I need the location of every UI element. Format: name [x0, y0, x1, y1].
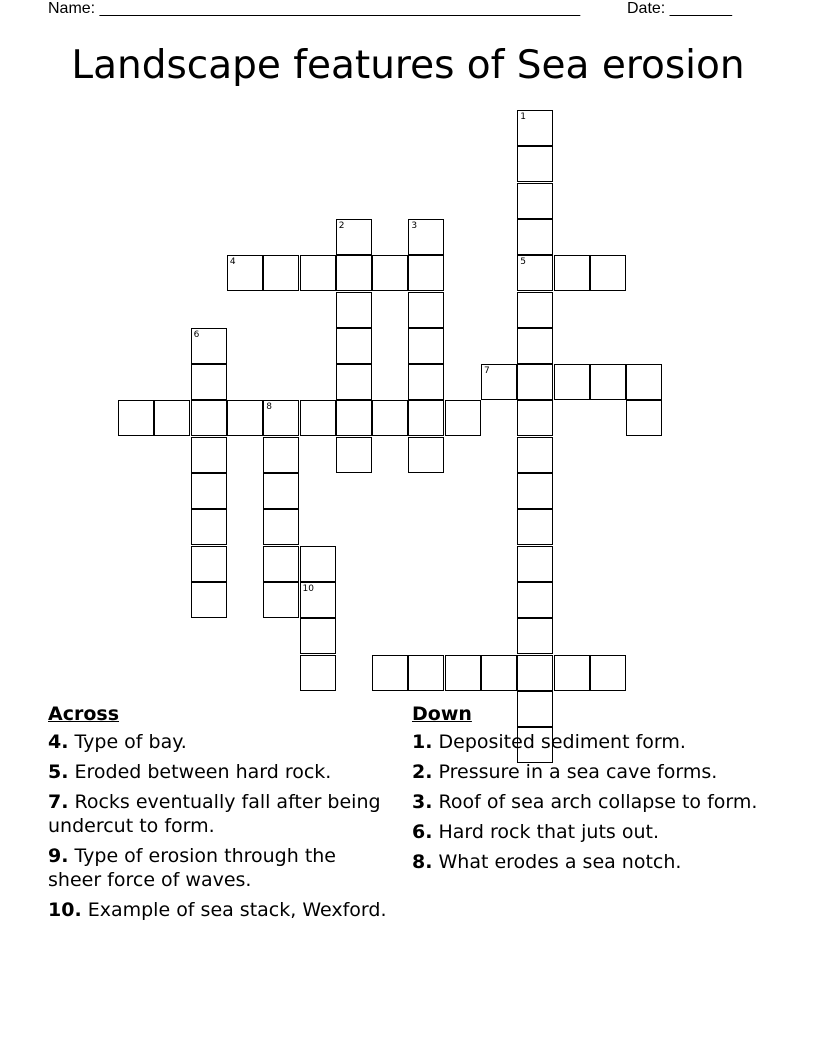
clue-number-label: 10 [302, 583, 314, 594]
clue-number: 10. [48, 899, 82, 921]
grid-cell[interactable] [227, 255, 263, 291]
across-heading: Across [48, 703, 120, 725]
page-title: Landscape features of Sea erosion [71, 43, 745, 88]
across-clue [48, 730, 388, 754]
clue-text: Type of bay. [74, 731, 187, 753]
grid-cell[interactable] [263, 437, 299, 473]
across-clue [48, 790, 388, 838]
clue-text: Roof of sea arch collapse to form. [438, 791, 758, 813]
grid-cell[interactable] [408, 219, 444, 255]
grid-cell[interactable] [336, 292, 372, 328]
clue-number: 7. [48, 791, 69, 813]
clue-number: 1. [412, 731, 433, 753]
grid-cell[interactable] [517, 655, 553, 691]
grid-cell[interactable] [191, 437, 227, 473]
grid-cell[interactable] [263, 582, 299, 618]
grid-cell[interactable] [372, 255, 408, 291]
grid-cell[interactable] [481, 655, 517, 691]
down-clue [412, 850, 762, 874]
grid-cell[interactable] [517, 364, 553, 400]
grid-cell[interactable] [517, 582, 553, 618]
clue-number-label: 2 [338, 220, 345, 231]
grid-cell[interactable] [372, 655, 408, 691]
clue-number-label: 5 [520, 257, 527, 268]
clue-text: Deposited sediment form. [438, 731, 686, 753]
grid-cell[interactable] [300, 255, 336, 291]
down-clues [412, 702, 762, 880]
across-clue [48, 844, 388, 892]
grid-cell[interactable] [590, 655, 626, 691]
grid-cell[interactable] [372, 400, 408, 436]
down-clue [412, 730, 762, 754]
clue-number-label: 6 [193, 329, 200, 340]
grid-cell[interactable] [191, 473, 227, 509]
clue-text: What erodes a sea notch. [438, 851, 682, 873]
grid-cell[interactable] [263, 546, 299, 582]
grid-cell[interactable] [517, 146, 553, 182]
grid-cell[interactable] [517, 183, 553, 219]
grid-cell[interactable] [263, 509, 299, 545]
grid-cell[interactable] [408, 255, 444, 291]
down-clue [412, 760, 762, 784]
grid-cell[interactable] [517, 110, 553, 146]
clue-number: 8. [412, 851, 433, 873]
down-clue [412, 790, 762, 814]
date-field-label: Date: _______ [627, 0, 732, 17]
grid-cell[interactable] [300, 655, 336, 691]
grid-cell[interactable] [517, 473, 553, 509]
grid-cell[interactable] [263, 473, 299, 509]
grid-cell[interactable] [300, 618, 336, 654]
grid-cell[interactable] [227, 400, 263, 436]
grid-cell[interactable] [408, 655, 444, 691]
across-clues [48, 702, 388, 928]
clue-text: Type of erosion through the sheer force of waves. [48, 845, 337, 891]
grid-cell[interactable] [408, 437, 444, 473]
grid-cell[interactable] [408, 328, 444, 364]
clue-number: 5. [48, 761, 69, 783]
clue-number: 3. [412, 791, 433, 813]
grid-cell[interactable] [300, 546, 336, 582]
grid-cell[interactable] [336, 437, 372, 473]
clue-number-label: 3 [411, 220, 418, 231]
grid-cell[interactable] [263, 255, 299, 291]
down-clue [412, 820, 762, 844]
clue-number: 6. [412, 821, 433, 843]
grid-cell[interactable] [336, 219, 372, 255]
grid-cell[interactable] [554, 655, 590, 691]
clue-number-label: 7 [484, 366, 490, 377]
grid-cell[interactable] [517, 255, 553, 291]
grid-cell[interactable] [300, 582, 336, 618]
grid-cell[interactable] [191, 582, 227, 618]
grid-cell[interactable] [554, 364, 590, 400]
grid-cell[interactable] [191, 364, 227, 400]
grid-cell[interactable] [191, 509, 227, 545]
grid-cell[interactable] [554, 255, 590, 291]
clue-text: Pressure in a sea cave forms. [438, 761, 718, 783]
grid-cell[interactable] [408, 364, 444, 400]
grid-cell[interactable] [408, 400, 444, 436]
grid-cell[interactable] [626, 400, 662, 436]
grid-cell[interactable] [481, 364, 517, 400]
grid-cell[interactable] [300, 400, 336, 436]
grid-cell[interactable] [191, 328, 227, 364]
clue-text: Rocks eventually fall after being undercut to form. [48, 791, 381, 837]
grid-cell[interactable] [191, 400, 227, 436]
grid-cell[interactable] [445, 400, 481, 436]
clue-number-label: 1 [520, 112, 527, 122]
grid-cell[interactable] [517, 219, 553, 255]
grid-cell[interactable] [626, 364, 662, 400]
grid-cell[interactable] [590, 255, 626, 291]
grid-cell[interactable] [517, 546, 553, 582]
grid-cell[interactable] [517, 400, 553, 436]
down-heading: Down [412, 703, 472, 725]
grid-cell[interactable] [445, 655, 481, 691]
grid-cell[interactable] [336, 364, 372, 400]
grid-cell[interactable] [118, 400, 154, 436]
grid-cell[interactable] [517, 292, 553, 328]
grid-cell[interactable] [336, 400, 372, 436]
clue-number-label: 8 [266, 402, 272, 413]
grid-cell[interactable] [517, 618, 553, 654]
across-clue [48, 760, 388, 784]
across-clue [48, 898, 388, 922]
clue-number: 4. [48, 731, 69, 753]
clue-text: Hard rock that juts out. [438, 821, 660, 843]
grid-cell[interactable] [154, 400, 190, 436]
clue-number: 2. [412, 761, 433, 783]
grid-cell[interactable] [517, 437, 553, 473]
grid-cell[interactable] [590, 364, 626, 400]
grid-cell[interactable] [263, 400, 299, 436]
clue-number: 9. [48, 845, 69, 867]
clue-text: Example of sea stack, Wexford. [87, 899, 387, 921]
grid-cell[interactable] [336, 328, 372, 364]
grid-cell[interactable] [517, 328, 553, 364]
grid-cell[interactable] [191, 546, 227, 582]
clue-text: Eroded between hard rock. [74, 761, 332, 783]
grid-cell[interactable] [336, 255, 372, 291]
grid-cell[interactable] [517, 509, 553, 545]
name-field-label: Name: ______________________________________________________ [48, 0, 581, 17]
grid-cell[interactable] [408, 292, 444, 328]
clue-number-label: 4 [229, 257, 236, 268]
